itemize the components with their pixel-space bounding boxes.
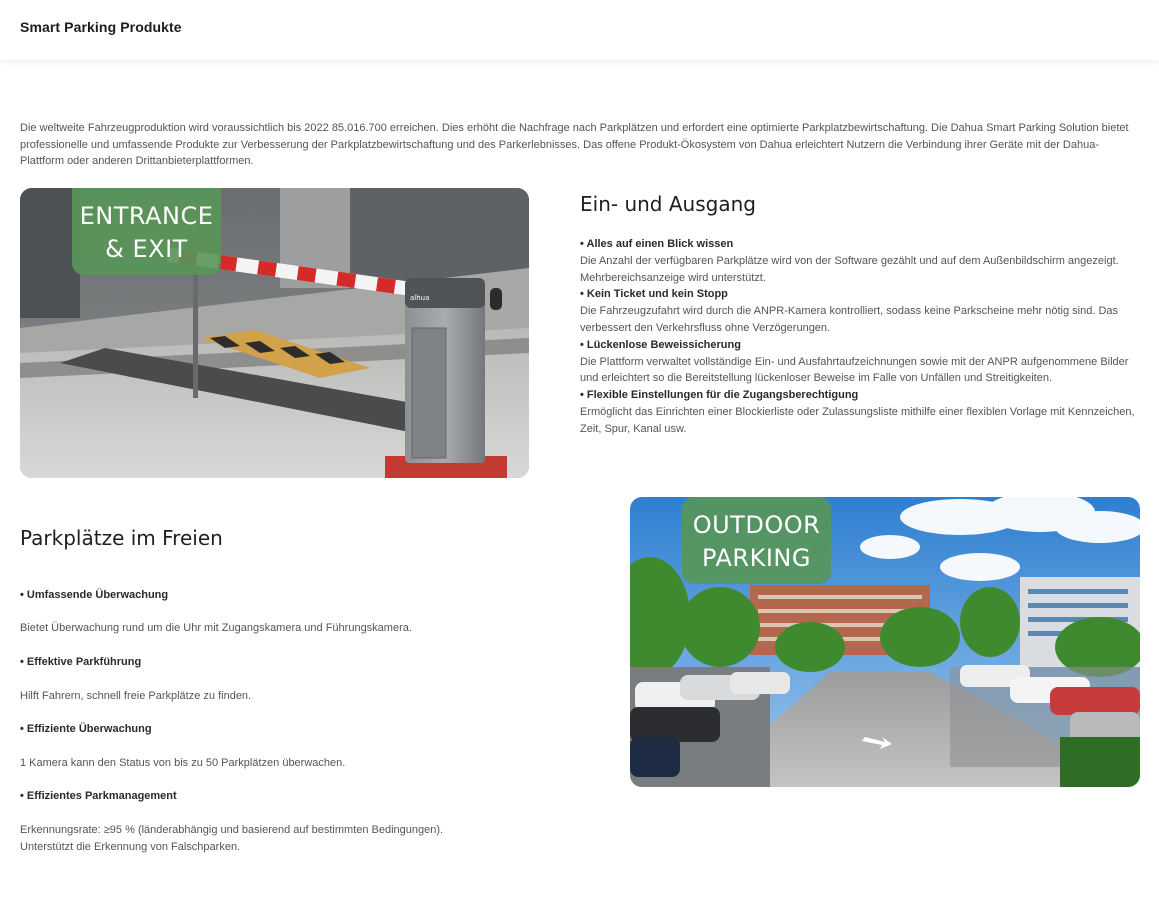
entrance-feature-desc: Die Plattform verwaltet vollständige Ein- und Ausfahrtaufzeichnungen sowie mit der ANPR aufgenommene Bilder und erleichtert so die Bereitstellung lückenloser Beweise im Falle von Unfällen und Streitigkeiten.: [580, 355, 1129, 385]
entrance-badge-line1: ENTRANCE: [79, 202, 214, 230]
entrance-feature-head: • Alles auf einen Blick wissen: [580, 238, 734, 250]
outdoor-feature-head: • Effiziente Überwachung: [20, 723, 152, 736]
outdoor-feature-head: • Effektive Parkführung: [20, 655, 142, 668]
entrance-section-title: Ein- und Ausgang: [580, 192, 756, 216]
outdoor-section-title: Parkplätze im Freien: [20, 526, 223, 550]
entrance-feature-head: • Lückenlose Beweissicherung: [580, 338, 741, 351]
entrance-feature-head: • Kein Ticket und kein Stopp: [580, 288, 728, 301]
entrance-feature-desc: Die Anzahl der verfügbaren Parkplätze wird von der Software gezählt und auf dem Außenbildschirm angezeigt. Mehrbereichsanzeige wird unterstützt.: [580, 254, 1119, 284]
outdoor-feature-desc: 1 Kamera kann den Status von bis zu 50 Parkplätzen überwachen.: [20, 756, 346, 769]
entrance-exit-badge: [72, 188, 221, 275]
outdoor-feature-head: • Umfassende Überwachung: [20, 588, 169, 601]
entrance-feature-desc: Ermöglicht das Einrichten einer Blockierliste oder Zulassungsliste mithilfe einer flexiblen Vorlage mit Kennzeichen, Zeit, Spur, Kanal usw.: [580, 405, 1135, 435]
entrance-feature-desc: Die Fahrzeugzufahrt wird durch die ANPR-Kamera kontrolliert, sodass keine Parkscheine mehr nötig sind. Das verbessert den Verkehrsfluss ohne Verzögerungen.: [580, 305, 1119, 334]
outdoor-badge-line2: PARKING: [702, 544, 811, 572]
outdoor-feature-desc: Hilft Fahrern, schnell freie Parkplätze zu finden.: [20, 689, 252, 702]
entrance-feature-list: [580, 236, 1140, 438]
outdoor-feature-list: [20, 570, 580, 872]
page-title: Smart Parking Produkte: [20, 19, 182, 35]
entrance-feature-head: • Flexible Einstellungen für die Zugangsberechtigung: [580, 389, 859, 402]
outdoor-parking-image: [630, 497, 1140, 787]
intro-paragraph: Die weltweite Fahrzeugproduktion wird voraussichtlich bis 2022 85.016.700 erreichen. Dies erhöht die Nachfrage nach Parkplätzen und erfordert eine optimierte Parkplatzbewirtschaftung. Die Dahua Smart Parking Solution bietet professionelle und umfassende Produkte zur Verbesserung der Parkplatzbewirtschaftung und des Parkerlebnisses. Das offene Produkt-Ökosystem von Dahua erleichtert Nutzern die Verbindung ihrer Geräte mit der Dahua-Plattform oder anderen Drittanbieterplattformen.: [20, 122, 1129, 167]
camera-brand-label: alhua: [410, 294, 430, 302]
entrance-badge-line2: & EXIT: [105, 235, 188, 263]
entrance-exit-image: [20, 188, 529, 478]
outdoor-feature-head: • Effizientes Parkmanagement: [20, 790, 177, 803]
outdoor-feature-desc: Bietet Überwachung rund um die Uhr mit Zugangskamera und Führungskamera.: [20, 622, 412, 635]
outdoor-parking-badge: [682, 497, 831, 584]
outdoor-badge-line1: OUTDOOR: [692, 511, 821, 539]
outdoor-feature-desc: Erkennungsrate: ≥95 % (länderabhängig und basierend auf bestimmten Bedingungen). Unterstützt die Erkennung von Falschparken.: [20, 823, 444, 853]
page-header: [0, 0, 1159, 60]
